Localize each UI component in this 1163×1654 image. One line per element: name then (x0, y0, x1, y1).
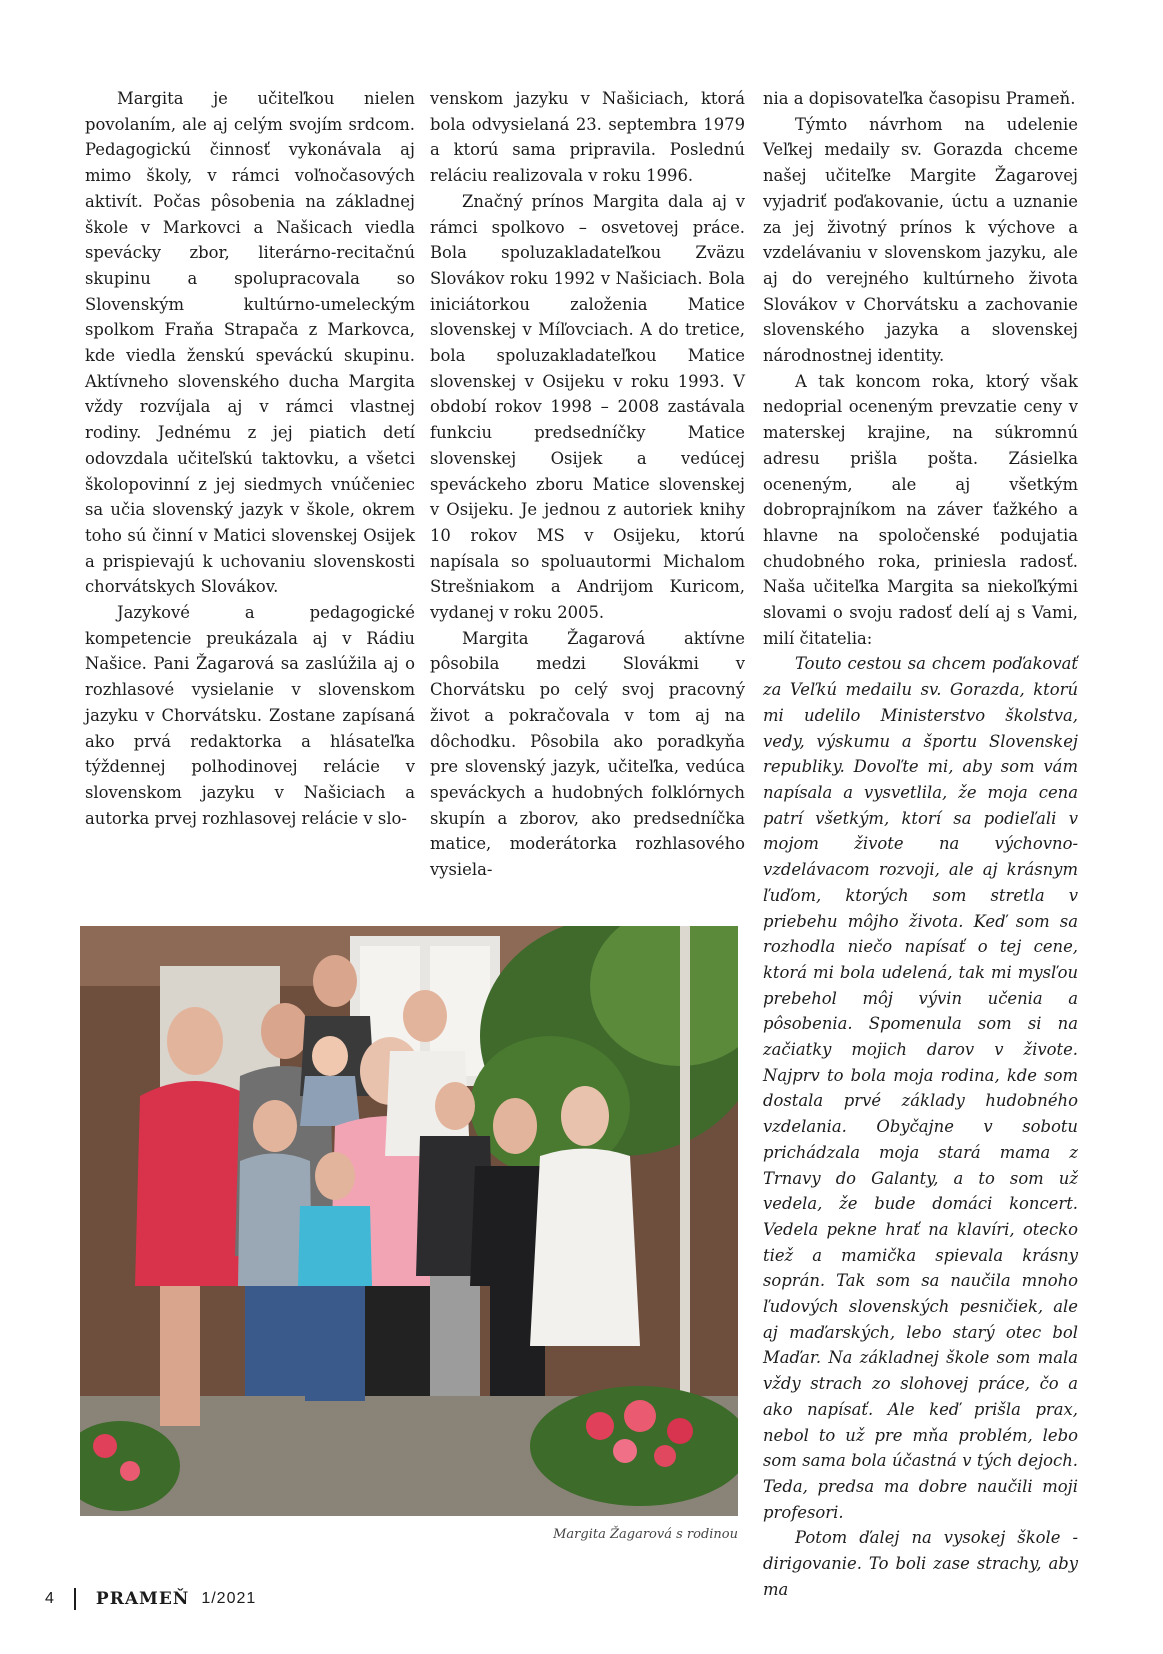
article-column-3 (763, 86, 1078, 1602)
paragraph: nia a dopisovateľka časopisu Prameň. (763, 89, 1076, 108)
page-footer (45, 1588, 256, 1610)
article-column-2 (430, 86, 745, 883)
paragraph: Margita Žagarová aktívne pôsobila medzi Slovákmi v Chorvátsku po celý svoj pracovný život a pokračovala v tom aj na dôchodku. Pôsobila ako poradkyňa pre slovenský jazyk, učiteľka, vedúca speváckych a hudobných folklórnych skupín a zborov, ako predsedníčka matice, moderátorka rozhlasového vysiela- (430, 628, 745, 880)
quote-paragraph: Touto cestou sa chcem poďakovať za Veľkú medailu sv. Gorazda, ktorú mi udelilo Ministerstvo školstva, vedy, výskumu a športu Slovenskej republiky. Dovoľte mi, aby som vám napísala a vysvetlila, že moja cena patrí všetkým, ktorí sa podieľali v mojom živote na výchovno-vzdelávacom rozvoji, ale aj krásnym ľuďom, ktorých som stretla v priebehu môjho života. Keď som sa rozhodla niečo napísať o tej cene, ktorá mi bola udelená, tak mi mysľou prebehol môj vývin učenia a pôsobenia. Spomenula som si na začiatky mojich darov v živote. Najprv to bola moja rodina, kde som dostala prvé základy hudobného vzdelania. Obyčajne v sobotu prichádzala moja stará mama z Trnavy do Galanty, a to som už vedela, že bude domáci koncert. Vedela pekne hrať na klavíri, otecko tiež a mamička spievala krásny soprán. Tak som sa naučila mnoho ľudových slovenských pesničiek, ale aj maďarských, lebo starý otec bol Maďar. Na základnej škole som mala vždy strach zo slohovej práce, čo a ako napísať. Ale keď prišla prax, nebol to už pre mňa problém, lebo som sama bola účastná v tých dejoch. Teda, predsa ma dobre naučili moji profesori. (763, 654, 1078, 1522)
paragraph: venskom jazyku v Našiciach, ktorá bola odvysielaná 23. septembra 1979 a ktorú sama pripravila. Poslednú reláciu realizovala v roku 1996. (430, 89, 745, 186)
quote-paragraph: Potom ďalej na vysokej škole - dirigovanie. To boli zase strachy, aby ma (763, 1528, 1078, 1599)
paragraph: Týmto návrhom na udelenie Veľkej medaily sv. Gorazda chceme našej učiteľke Margite Žagarovej vyjadriť poďakovanie, úctu a uznanie za jej životný prínos k výchove a vzdelávaniu v slovenskom jazyku, ale aj do verejného kultúrneho života Slovákov v Chorvátsku a zachovanie slovenského jazyka a slovenskej národnostnej identity. (763, 114, 1078, 366)
paragraph: Značný prínos Margita dala aj v rámci spolkovo – osvetovej práce. Bola spoluzakladateľkou Zväzu Slovákov roku 1992 v Našiciach. Bola iniciátorkou založenia Matice slovenskej v Míľovciach. A do tretice, bola spoluzakladateľkou Matice slovenskej v Osijeku v roku 1993. V období rokov 1998 – 2008 zastávala funkciu predsedníčky Matice slovenskej Osijek a vedúcej speváckeho zboru Matice slovenskej v Osijeku. Je jednou z autoriek knihy 10 rokov MS v Osijeku, ktorú napísala so spoluautormi Michalom Strešniakom a Andrijom Kuricom, vydanej v roku 2005. (430, 191, 745, 623)
paragraph: A tak koncom roka, ktorý však nedoprial oceneným prevzatie ceny v materskej krajine, na súkromnú adresu prišla pošta. Zásielka oceneným, ale aj všetkým dobroprajníkom na záver ťažkého a hlavne na spoločenské podujatia chudobného roka, priniesla radosť. Naša učiteľka Margita sa niekoľkými slovami o svoju radosť delí aj s Vami, milí čitatelia: (763, 371, 1078, 648)
article-column-1 (85, 86, 415, 831)
footer-divider (74, 1588, 76, 1610)
issue-number: 1/2021 (201, 1590, 257, 1607)
magazine-name: PRAMEŇ (95, 1589, 190, 1609)
paragraph: Jazykové a pedagogické kompetencie preukázala aj v Rádiu Našice. Pani Žagarová sa zaslúžila aj o rozhlasové vysielanie v slovenskom jazyku v Chorvátsku. Zostane zapísaná ako prvá redaktorka a hlásateľka týždennej polhodinovej relácie v slovenskom jazyku v Našiciach a autorka prvej rozhlasovej relácie v slo- (85, 603, 415, 828)
family-photo (80, 926, 738, 1516)
paragraph: Margita je učiteľkou nielen povolaním, ale aj celým svojím srdcom. Pedagogickú činnosť vykonávala aj mimo školy, v rámci voľnočasových aktivít. Počas pôsobenia na základnej škole v Markovci a Našicach viedla spevácky zbor, literárno-recitačnú skupinu a spolupracovala so Slovenským kultúrno-umeleckým spolkom Fraňa Strapača z Markovca, kde viedla ženskú speváckú skupinu. Aktívneho slovenského ducha Margita vždy rozvíjala aj v rámci vlastnej rodiny. Jednému z jej piatich detí odovzdala učiteľskú taktovku, a všetci školopovinní z jej siedmych vnúčeniec sa učia slovenský jazyk v škole, okrem toho sú činní v Matici slovenskej Osijek a prispievajú k uchovaniu slovenskosti chorvátskych Slovákov. (85, 89, 415, 597)
photo-caption: Margita Žagarová s rodinou (553, 1527, 738, 1542)
page-number: 4 (45, 1590, 54, 1607)
